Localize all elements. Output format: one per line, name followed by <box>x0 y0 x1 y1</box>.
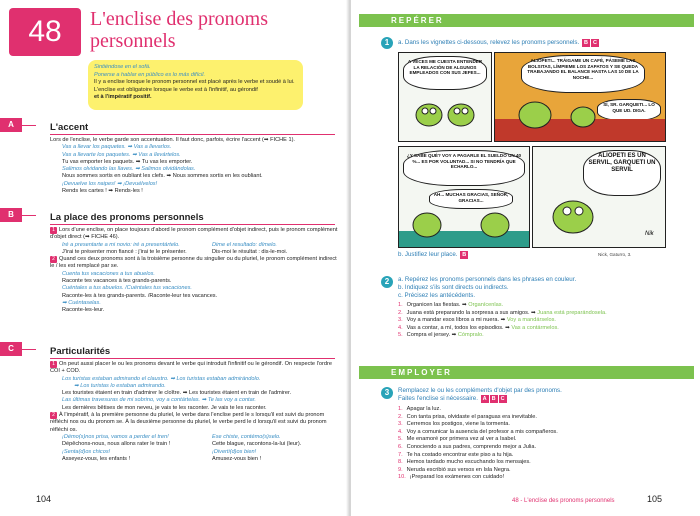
section-a-ex4: ¡Devuelve los naipes! ➡ ¡Devuélvelos! <box>62 180 158 187</box>
list-item <box>398 459 558 467</box>
item-text: Voy a mandar esos libros a mi nuera. ➡ <box>406 317 507 324</box>
summary-fr-2: L'enclise est obligatoire lorsque le verbe est à l'infinitif, au gérondif <box>94 86 258 93</box>
badge-b-2: B <box>462 252 467 258</box>
section-c-rule <box>22 349 36 350</box>
list-item <box>398 421 558 429</box>
exercise-2-number: 2 <box>381 276 393 288</box>
section-b-title: La place des pronoms personnels <box>50 212 204 223</box>
section-a-ex3: Salimos olvidando las llaves. ➡ Salimos olvidándolas. <box>62 166 196 173</box>
item-text: Te ha costado encontrar este piso a tu hija. <box>406 451 514 458</box>
section-c-p2-ex4-fr: Amusez-vous bien ! <box>212 455 262 462</box>
employer-band: EMPLOYER <box>359 366 694 379</box>
section-c-p2-ex1-es: ¡Démo(s)nos prisa, vamos a perder el tren! <box>62 433 169 440</box>
section-c-p2-ex2-es: Ese chiste, contémo(s)selo. <box>212 433 281 440</box>
section-c-p2: 2 À l'impératif, à la première personne du pluriel, le verbe dans l'enclise perd le s lorsqu'il est suivi du pronom réfléchi nos ou du pronom se. À la deuxième personne du pluriel, le verbe perd le d lorsqu'il est suivi du pronom réfléchi os. <box>50 412 327 433</box>
item-number: 9. <box>398 466 403 473</box>
item-text: Me enamoré por primera vez al ver a Isabel. <box>406 436 517 443</box>
section-a-ex3-fr: Nous sommes sortis en oubliant les clefs. ➡ Nous sommes sortis en les oubliant. <box>62 173 263 180</box>
list-item <box>398 467 558 475</box>
summary-fr-1: Il y a enclise lorsque le pronom personnel est placé après le verbe et soudé à lui. <box>94 79 295 86</box>
section-c-p1-ex1-es: Los turistas estaban admirando el claustro. ➡ Los turistas estaban admirándolo. <box>62 375 261 382</box>
section-b-p1: 1 Lors d'une enclise, on place toujours d'abord le pronom complément d'objet indirect, puis le pronom complément d'objet direct (➡ FICHE 46). <box>50 227 338 241</box>
bubble-5: AH... MUCHAS GRACIAS, SEÑOR, GRACIAS... <box>429 189 513 209</box>
item-number: 3. <box>398 421 403 428</box>
item-text: Compra el jersey. ➡ <box>406 332 458 339</box>
section-b-p2-ex3-fr: Raconte-les-leur. <box>62 307 105 314</box>
exercise-3-q1: Remplacez le ou les compléments d'objet par des pronoms. <box>398 387 562 394</box>
section-b-p1-ex1-es: Iré a presentarte a mi novio: iré a presentártelo. <box>62 241 180 248</box>
section-b-p1-examples <box>62 242 340 257</box>
list-item <box>398 310 607 318</box>
section-b-p2-ex1-es: Cuenta tus vacaciones a tus abuelos. <box>62 270 155 277</box>
item-text: Organicen las fiestas. ➡ <box>406 302 469 308</box>
desk-illustration <box>399 147 529 247</box>
list-item <box>398 474 558 482</box>
comic-signature: Nik <box>645 231 654 237</box>
section-c-p2-ex4-es: ¡Diverti(d)os bien! <box>212 448 257 455</box>
list-item <box>398 414 558 422</box>
section-b-rule <box>22 215 36 216</box>
section-b-body <box>50 227 340 315</box>
item-number: 7. <box>398 451 403 458</box>
list-item <box>398 406 558 414</box>
section-a-ex2-fr: Tu vas emporter les paquets. ➡ Tu vas les emporter. <box>62 158 193 165</box>
section-c-title: Particularités <box>50 346 111 357</box>
item-answer: Vas a contármelos. <box>511 324 559 331</box>
bubble-3: SÍ, SR. GARQUETI... LO QUE UD. DIGA. <box>597 99 661 121</box>
section-c-underline <box>50 358 335 359</box>
item-text: Apagar la luz. <box>406 406 441 412</box>
item-text: ¡Preparad los exámenes con cuidado! <box>409 474 504 481</box>
page-number-right: 105 <box>647 494 663 504</box>
section-b-p1-ex2-es: Dime el resultado: dímelo. <box>212 241 277 248</box>
exercise-2-qc: c. Précisez les antécédents. <box>398 291 476 299</box>
section-c-p2-ex1-fr: Dépêchons-nous, nous allons rater le train ! <box>62 441 171 448</box>
item-number: 8. <box>398 459 403 466</box>
section-a-intro: Lors de l'enclise, le verbe garde son accentuation. Il faut donc, parfois, écrire l'accent (➡ FICHE 1). <box>50 137 295 143</box>
exercise-2-questions <box>398 276 576 299</box>
item-text: Conociendo a sus padres, comprendo mejor a Julia. <box>406 443 537 450</box>
list-item <box>398 325 607 333</box>
unit-number: 48 <box>9 8 81 56</box>
section-b-p2-ex1-fr: Raconte tes vacances à tes grands-parents. <box>62 278 172 285</box>
reperer-band: REPÉRER <box>359 14 694 27</box>
section-a-ex2: Vas a llevarte los paquetes. ➡ Vas a llevártelos. <box>62 151 181 158</box>
badge-c-3: C <box>500 396 505 402</box>
exercise-3-questions <box>398 387 562 403</box>
section-b-underline <box>50 224 335 225</box>
footer-title: 48 - L'enclise des pronoms personnels <box>512 498 615 504</box>
list-item <box>398 302 607 310</box>
item-text: Cerremos los postigos, viene la tormenta. <box>406 421 510 428</box>
section-b-p2-ex2-es: Cuéntales a tus abuelos. /Cuéntales tus vacaciones. <box>62 285 192 292</box>
item-number: 1. <box>398 406 403 412</box>
item-number: 1. <box>398 302 403 308</box>
section-a-ex4-fr: Rends les cartes ! ➡ Rends-les ! <box>62 188 143 195</box>
exercise-1-question-text: a. Dans les vignettes ci-dessous, relevez les pronoms personnels. <box>398 39 580 46</box>
section-c-p1-ex2-es: Las últimas travesuras de mi sobrino, voy a contártelas. ➡ Te las voy a contar. <box>62 397 256 404</box>
comic-credit: Nick, Gaturro, 3. <box>598 252 632 257</box>
badge-c: C <box>592 40 597 46</box>
summary-es-2: Ponerse a hablar en público es lo más difícil. <box>94 71 206 78</box>
badge-b-3: B <box>491 396 496 402</box>
section-c-p2-text: À l'impératif, à la première personne du pluriel, le verbe dans l'enclise perd le s lorsqu'il est suivi du pronom réfléchi nos ou du pronom se. À la deuxième personne du pluriel, le verbe perd le d lorsqu'il est suivi du pronom réfléchi os. <box>50 412 327 433</box>
item-text: Hemos tardado mucho escuchando los mensajes. <box>406 459 531 466</box>
exercise-1-question-b <box>398 251 468 259</box>
item-text: Con tanta prisa, olvidaste el paraguas era inevitable. <box>406 413 537 420</box>
section-b-p2-ex2-fr: Raconte-les à tes grands-parents. /Raconte-leur tes vacances. <box>62 292 218 299</box>
item-text: Juana está preparando la sorpresa a sus amigos. ➡ <box>406 309 538 316</box>
section-b-p2: 2 Quand ces deux pronoms sont à la troisième personne du singulier ou du pluriel, le pronom complément indirect le / les est remplacé par se. <box>50 256 337 270</box>
section-b-p1-ex2-fr: Dis-moi le résultat : dis-le-moi. <box>212 248 288 255</box>
section-c-tab: C <box>0 342 22 356</box>
character-illustration <box>399 53 491 141</box>
section-a-tab: A <box>0 118 22 132</box>
section-c-p1-text: On peut aussi placer le ou les pronoms devant le verbe qui introduit l'infinitif ou le gérondif. On respecte l'ordre COI + COD. <box>50 361 332 375</box>
badge-b: B <box>583 40 588 46</box>
comic-panel-2 <box>494 52 666 142</box>
exercise-3-number: 3 <box>381 387 393 399</box>
section-c-p2-ex3-es: ¡Senta(d)os chicos! <box>62 448 111 455</box>
bubble-2: ALIOPETI... TRÁIGAME UN CAFÉ, PÁSEME LAS BOLSITAS, LÍMPIEME LOS ZAPATOS Y SE QUEDA TRABAJANDO EL BALANCE HASTA LAS 10 DE LA NOCHE... <box>521 55 645 93</box>
item-number: 2. <box>398 413 403 420</box>
section-a-ex1: Vas a llevar los paquetes. ➡ Vas a llevarlos. <box>62 144 172 151</box>
section-c-p1-ex2-fr: Les dernières bêtises de mon neveu, je vais te les raconter. Je vais te les raconter. <box>62 404 267 411</box>
item-text: Voy a comunicar la ausencia del profesor a mis compañeros. <box>406 428 558 435</box>
item-text: Neruda escribió sus versos en Isla Negra. <box>406 466 511 473</box>
list-item <box>398 332 607 340</box>
exercise-3-q2: Faites l'enclise si nécessaire. <box>398 395 478 402</box>
bubble-6: ALIOPETI ES UN SERVIL, GARQUETI UN SERVIL <box>583 150 661 196</box>
item-number: 3. <box>398 317 403 324</box>
exercise-3-q2-row <box>398 395 562 403</box>
section-c-body <box>50 361 340 463</box>
section-a-body <box>50 137 340 195</box>
item-number: 4. <box>398 324 403 331</box>
item-answer: Cómpralo. <box>457 332 484 339</box>
item-number: 4. <box>398 428 403 435</box>
item-number: 10. <box>398 474 406 481</box>
summary-es-1: Sintiéndose en el sofá. <box>94 64 151 70</box>
office-illustration <box>495 53 665 141</box>
comic-panel-1 <box>398 52 492 142</box>
section-b-p1-ex1-fr: J'irai te présenter mon fiancé : j'irai te le présenter. <box>62 248 187 255</box>
item-answer: Voy a mandárselos. <box>506 317 556 324</box>
page-number-left: 104 <box>36 494 52 504</box>
section-c-p1: 1 On peut aussi placer le ou les pronoms devant le verbe qui introduit l'infinitif ou le gérondif. On respecte l'ordre COI + COD. <box>50 361 332 375</box>
list-item <box>398 452 558 460</box>
item-text: Vas a contar, a mí, todos los episodios. ➡ <box>406 324 512 331</box>
comic-strip <box>398 52 664 248</box>
list-item <box>398 436 558 444</box>
comic-panel-4 <box>532 146 666 248</box>
section-a-title: L'accent <box>50 122 89 133</box>
section-c-p2-examples <box>62 434 340 463</box>
exercise-2-qa: a. Repérez les pronoms personnels dans les phrases en couleur. <box>398 276 577 283</box>
section-b-p2-text: Quand ces deux pronoms sont à la troisième personne du singulier ou du pluriel, le pronom complément indirect le / les est remplacé par se. <box>50 256 337 270</box>
list-item <box>398 444 558 452</box>
section-b-tab: B <box>0 208 22 222</box>
page-title: L'enclise des pronoms personnels <box>90 8 269 52</box>
comic-panel-3 <box>398 146 530 248</box>
section-b-p1-text: Lors d'une enclise, on place toujours d'abord le pronom complément d'objet indirect, puis le pronom complément d'objet direct (➡ FICHE 46). <box>50 227 338 241</box>
section-c-p2-ex2-fr: Cette blague, racontons-la-lui (leur). <box>212 441 302 448</box>
summary-fr-3: et à l'impératif positif. <box>94 94 152 101</box>
item-answer: Organícenlas. <box>468 302 504 308</box>
item-number: 2. <box>398 309 403 316</box>
left-page <box>0 0 349 516</box>
section-b-p2-ex3-es: ➡ Cuéntaselas. <box>62 299 101 306</box>
section-a-rule <box>22 125 36 126</box>
item-answer: Juana está preparándosela. <box>537 309 607 316</box>
exercise-2-list <box>398 302 607 340</box>
summary-box <box>88 60 303 110</box>
exercise-1-number: 1 <box>381 37 393 49</box>
exercise-2-qb: b. Indiquez s'ils sont directs ou indirects. <box>398 283 509 291</box>
right-page <box>351 0 700 516</box>
section-c-p1-ex1b-es: ➡ Los turistas lo estaban admirando. <box>74 382 166 389</box>
badge-a: A <box>482 396 487 402</box>
exercise-3-list <box>398 406 558 482</box>
item-number: 5. <box>398 436 403 443</box>
section-a-underline <box>50 134 335 135</box>
item-number: 5. <box>398 332 403 339</box>
exercise-1-question <box>398 39 599 47</box>
item-number: 6. <box>398 443 403 450</box>
bubble-1: A VECES ME CUESTA ENTENDER LA RELACIÓN DE ALGUNOS EMPLEADOS CON SUS JEFES... <box>403 56 487 90</box>
list-item <box>398 429 558 437</box>
exercise-1-question-b-text: b. Justifiez leur place. <box>398 251 458 258</box>
list-item <box>398 317 607 325</box>
bubble-4: ¿Y SABE QUÉ? VOY A PAGARLE EL SUELDO UN 40 %... ES POR VOLUNTAD... SI NO TENDRÍA QUE ECHARLO... <box>403 150 525 186</box>
section-c-p1-ex1-fr: Les touristes étaient en train d'admirer le cloître. ➡ Les touristes étaient en train de l'admirer. <box>62 390 292 397</box>
section-c-p2-ex3-fr: Asseyez-vous, les enfants ! <box>62 455 131 462</box>
